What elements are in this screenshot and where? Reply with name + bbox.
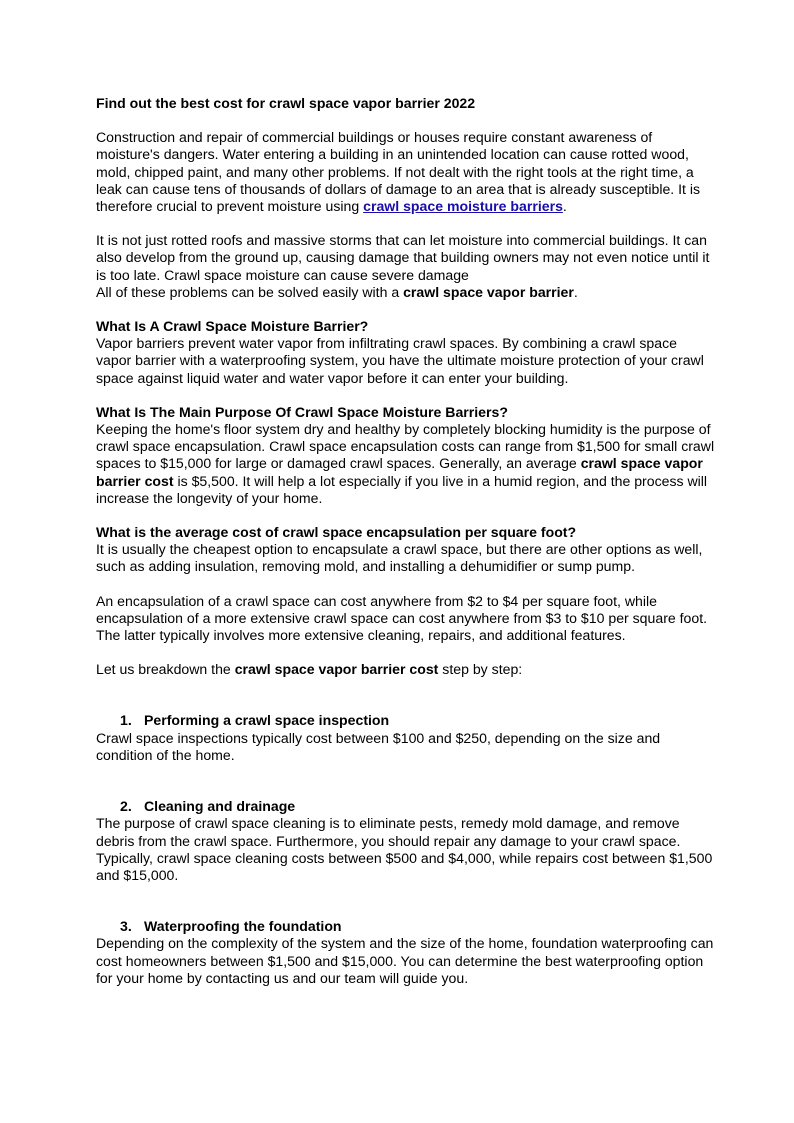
step-title: Performing a crawl space inspection	[144, 712, 390, 729]
problems-paragraph	[96, 232, 716, 301]
steps-list	[96, 712, 716, 986]
step-number: 3.	[120, 918, 132, 935]
section-heading-moisture-barrier: What Is A Crawl Space Moisture Barrier?	[96, 318, 369, 335]
purpose-text-end: is $5,500. It will help a lot especially if you live in a humid region, and the process will increase the longevity of your home.	[96, 472, 708, 506]
problems-end: .	[573, 283, 578, 300]
breakdown-paragraph	[96, 661, 716, 678]
problems-text: It is not just rotted roofs and massive storms that can let moisture into commercial buildings. It can also develop from the ground up, causing damage that building owners may not even notice until it is too late. Crawl space moisture can cause severe damage	[96, 232, 710, 283]
breakdown-text: Let us breakdown the	[96, 661, 235, 678]
purpose-text: Keeping the home's floor system dry and healthy by completely blocking humidity is the purpose of crawl space encapsulation. Crawl space encapsulation costs can range from $1,500 for small crawl spaces to $15,000 for large or damaged crawl spaces. Generally, an average	[96, 421, 715, 472]
section-text-moisture-barrier: Vapor barriers prevent water vapor from infiltrating crawl spaces. By combining a crawl space vapor barrier with a waterproofing system, you have the ultimate moisture protection of your crawl space against liquid water and water vapor before it can enter your building.	[96, 335, 704, 386]
encapsulation-paragraph: An encapsulation of a crawl space can cost anywhere from $2 to $4 per square foot, while encapsulation of a more extensive crawl space can cost anywhere from $3 to $10 per square foot. The latter typically involves more extensive cleaning, repairs, and additional features.	[96, 592, 708, 644]
moisture-barriers-link[interactable]: crawl space moisture barriers	[363, 198, 563, 215]
step-title: Cleaning and drainage	[144, 798, 296, 815]
step-text: The purpose of crawl space cleaning is to eliminate pests, remedy mold damage, and remove debris from the crawl space. Furthermore, you should repair any damage to your crawl space. Typically, crawl space cleaning costs between $500 and $4,000, while repairs cost between $1,500 and $15,000.	[96, 815, 713, 883]
section-heading-main-purpose: What Is The Main Purpose Of Crawl Space Moisture Barriers?	[96, 403, 508, 420]
section-heading-average-cost: What is the average cost of crawl space encapsulation per square foot?	[96, 524, 577, 541]
step-title: Waterproofing the foundation	[144, 918, 342, 935]
problems-line2: All of these problems can be solved easily with a	[96, 283, 404, 300]
step-heading	[96, 798, 716, 815]
section-text-average-cost: It is usually the cheapest option to encapsulate a crawl space, but there are other options as well, such as adding insulation, removing mold, and installing a dehumidifier or sump pump.	[96, 541, 703, 575]
breakdown-bold: crawl space vapor barrier cost	[234, 661, 439, 678]
purpose-bold: crawl space vapor barrier cost	[96, 455, 703, 489]
breakdown-end: step by step:	[438, 661, 523, 678]
intro-end: .	[562, 198, 567, 215]
document-page	[96, 95, 716, 987]
step-number: 1.	[120, 712, 132, 729]
intro-paragraph	[96, 129, 716, 215]
step-heading	[96, 918, 716, 935]
page-title: Find out the best cost for crawl space vapor barrier 2022	[96, 95, 476, 111]
step-text: Crawl space inspections typically cost between $100 and $250, depending on the size and condition of the home.	[96, 729, 661, 763]
section-text-main-purpose	[96, 421, 716, 507]
step-text: Depending on the complexity of the system and the size of the home, foundation waterproofing can cost homeowners between $1,500 and $15,000. You can determine the best waterproofing option for your home by contacting us and our team will guide you.	[96, 935, 714, 986]
problems-bold: crawl space vapor barrier	[403, 283, 574, 300]
step-heading	[96, 712, 716, 729]
step-number: 2.	[120, 798, 132, 815]
intro-text: Construction and repair of commercial buildings or houses require constant awareness of moisture's dangers. Water entering a building in an unintended location can cause rotted wood, mold, chipped paint, and many other problems. If not dealt with the right tools at the right time, a leak can cause tens of thousands of dollars of damage to an area that is already susceptible. It is therefore crucial to prevent moisture using	[96, 129, 701, 215]
